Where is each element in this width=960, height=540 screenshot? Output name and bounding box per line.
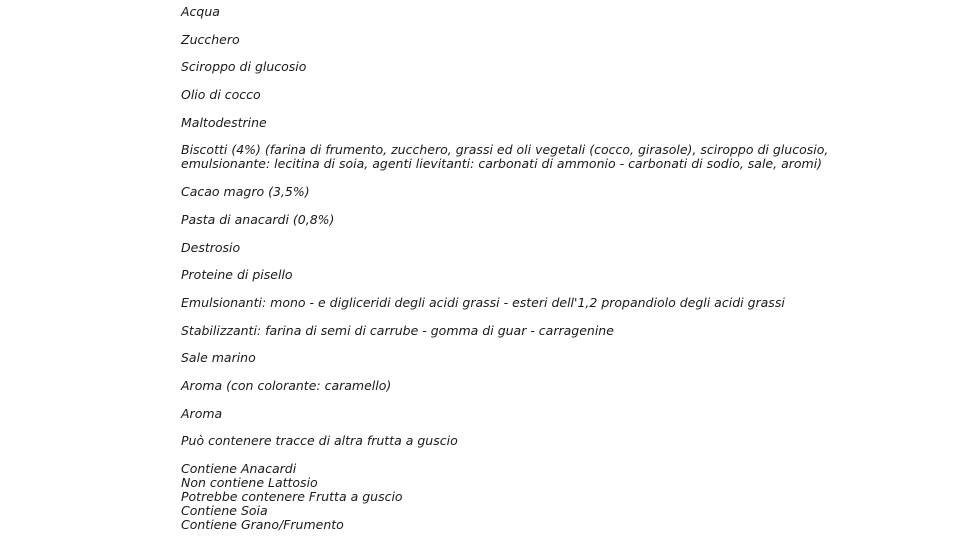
ingredient-item: Aroma (con colorante: caramello) (181, 377, 392, 393)
ingredient-item: Stabilizzanti: farina di semi di carrube - gomma di guar - carragenine (181, 322, 614, 338)
ingredient-item: Maltodestrine (181, 114, 267, 130)
allergen-item: Potrebbe contenere Frutta a guscio (181, 489, 403, 504)
ingredient-item: Può contenere tracce di altra frutta a guscio (181, 433, 458, 449)
allergen-item: Contiene Anacardi (181, 461, 297, 476)
allergen-item: Contiene Soia (181, 503, 268, 518)
allergen-item: Non contiene Lattosio (181, 475, 318, 490)
biscotti-line-1: Biscotti (4%) (farina di frumento, zucchero, grassi ed oli vegetali (cocco, girasole), sciroppo di glucosio, (181, 142, 829, 158)
allergen-list (181, 462, 821, 532)
ingredient-item: Sale marino (181, 350, 256, 366)
ingredient-item: Aroma (181, 405, 223, 421)
ingredient-item: Proteine di pisello (181, 267, 293, 283)
ingredient-item: Cacao magro (3,5%) (181, 184, 310, 200)
allergen-item: Contiene Grano/Frumento (181, 517, 344, 532)
biscotti-line-2: emulsionante: lecitina di soia, agenti lievitanti: carbonati di ammonio - carbonati di sodio, sale, aromi) (181, 156, 823, 172)
ingredient-item: Destrosio (181, 239, 241, 255)
ingredient-item: Acqua (181, 4, 220, 19)
ingredients-list (181, 4, 829, 532)
ingredient-item: Zucchero (181, 31, 240, 47)
ingredient-item: Olio di cocco (181, 87, 261, 103)
ingredient-item-biscotti (181, 142, 829, 172)
ingredient-item: Sciroppo di glucosio (181, 59, 307, 75)
ingredient-item: Pasta di anacardi (0,8%) (181, 211, 335, 227)
ingredient-item: Emulsionanti: mono - e digliceridi degli acidi grassi - esteri dell'1,2 propandiolo degli acidi grassi (181, 294, 785, 310)
